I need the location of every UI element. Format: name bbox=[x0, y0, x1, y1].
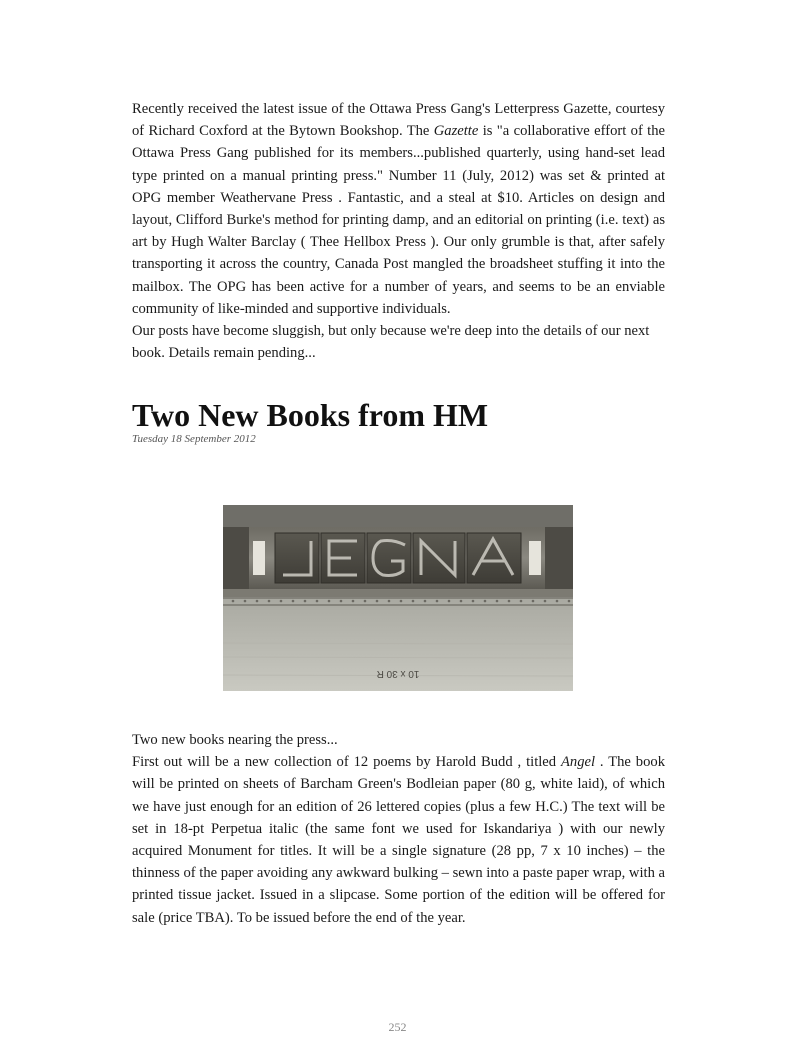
type-stamp: 10 x 30 R bbox=[376, 668, 420, 679]
post-1-paragraph-2: Our posts have become sluggish, but only because we're deep into the details of our next book. Details remain pending... bbox=[132, 323, 650, 362]
gazette-title: Gazette bbox=[433, 123, 479, 140]
post-1-paragraph-1: Recently received the latest issue of the Ottawa Press Gang's Letterpress Gazette, courtesy of Richard Coxford at the Bytown Bookshop. The Gazette is "a collaborative effort of the Ottawa Press Gang published for its members...published quarterly, using hand-set lead type printed on a manual printing press." Number 11 (July, 2012) was set & printed at OPG member Weathervane Press . Fantastic, and a steal at $10. Articles on design and layout, Clifford Burke's method for printing damp, and an editorial on printing (i.e. text) as art by Hugh Walter Barclay ( Thee Hellbox Press ). Our only grumble is that, after safely transporting it across the country, Canada Post mangled the broadsheet stuffing it into the mailbox. The OPG has been active for a number of years, and seems to be an enviable community of like-minded and supportive individuals. bbox=[132, 101, 665, 317]
post-title: Two New Books from HM bbox=[132, 397, 489, 434]
post-date: Tuesday 18 September 2012 bbox=[132, 433, 256, 446]
letterpress-image bbox=[223, 505, 573, 691]
page-number: 252 bbox=[388, 1020, 407, 1034]
angel-type-photo bbox=[223, 505, 573, 691]
post-2-paragraph-2: First out will be a new collection of 12 poems by Harold Budd , titled Angel . The book will be printed on sheets of Barcham Green's Bodleian paper (80 g, white laid), of which we have just enough for an edition of 26 lettered copies (plus a few H.C.) The text will be set in 18-pt Perpetua italic (the same font we used for Iskandariya ) with our newly acquired Monument for titles. It will be a single signature (28 pp, 7 x 10 inches) – the thinness of the paper avoiding any awkward bulking – sewn into a paste paper wrap, with a printed tissue jacket. Issued in a slipcase. Some portion of the edition will be offered for sale (price TBA). To be issued before the end of the year. bbox=[132, 754, 665, 926]
angel-title: Angel bbox=[560, 754, 596, 771]
post-2-paragraph-1: Two new books nearing the press... bbox=[132, 732, 338, 748]
post-2-body bbox=[132, 729, 665, 929]
post-1 bbox=[132, 98, 665, 446]
